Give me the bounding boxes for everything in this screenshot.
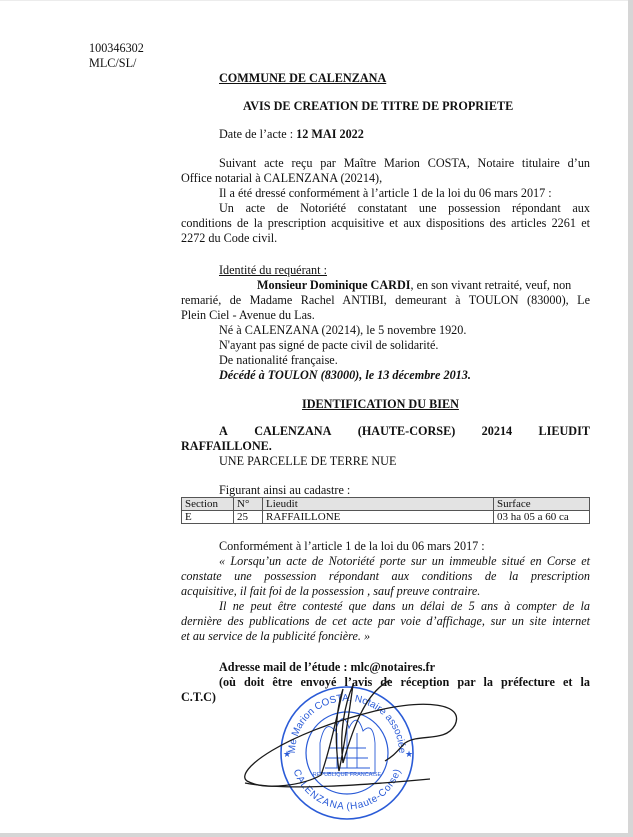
cell-surface: 03 ha 05 a 60 ca: [494, 511, 590, 524]
location-word: CALENZANA: [254, 424, 332, 438]
cadastre-header-row: [182, 498, 590, 511]
header-number: N°: [234, 498, 263, 511]
law-quote-line-3: acquisitive, il fait foi de la possession , sauf preuve contraire.: [181, 584, 481, 598]
law-quote-line-6: et au service de la publicité foncière. »: [181, 629, 371, 643]
stamp-center-text: REPUBLIQUE FRANCAISE: [312, 772, 382, 778]
intro-line-2: Office notarial à CALENZANA (20214),: [181, 171, 383, 185]
location-word: LIEUDIT: [538, 424, 590, 438]
requester-line-1-rest: , en son vivant retraité, veuf, non: [410, 278, 572, 292]
reference-code: MLC/SL/: [89, 56, 137, 70]
requester-pacs: N'ayant pas signé de pacte civil de solidarité.: [219, 338, 439, 352]
cell-section: E: [182, 511, 234, 524]
stamp-top-text: Me Marion COSTA, Notaire associée: [286, 692, 408, 754]
cadastre-table: [181, 497, 590, 524]
star-icon: ★: [283, 750, 292, 760]
reference-number: 100346302: [89, 41, 144, 55]
location-word: A: [219, 424, 228, 438]
law-quote-line-5: dernière des publications de cet acte par voie d’affichage, sur un site internet: [181, 614, 590, 628]
act-date: [219, 127, 364, 142]
cell-number: 25: [234, 511, 263, 524]
law-quote-line-2: constate une possession répondant aux conditions de la prescription: [181, 569, 590, 583]
law-quote-line-1: « Lorsqu’un acte de Notoriété porte sur un immeuble situé en Corse et: [219, 554, 590, 568]
requester-line-3: Plein Ciel - Avenue du Las.: [181, 308, 315, 322]
notice-title: AVIS DE CREATION DE TITRE DE PROPRIETE: [243, 99, 514, 113]
requester-death: Décédé à TOULON (83000), le 13 décembre 2013.: [219, 368, 471, 382]
notary-stamp: [225, 673, 495, 823]
note-line-1: (où doit être envoyé l’avis de réception par la préfecture et la: [219, 675, 590, 689]
intro-line-4: Un acte de Notoriété constatant une possession répondant aux: [219, 201, 590, 215]
email-label: Adresse mail de l’étude :: [219, 660, 351, 674]
intro-line-6: 2272 du Code civil.: [181, 231, 278, 245]
requester-line-1: [181, 278, 590, 293]
cadastre-label: Figurant ainsi au cadastre :: [219, 483, 351, 497]
note-line-2: C.T.C): [181, 690, 216, 704]
location-word: (HAUTE-CORSE): [357, 424, 456, 438]
intro-line-3: Il a été dressé conformément à l’article 1 de la loi du 06 mars 2017 :: [219, 186, 552, 200]
location-word: 20214: [481, 424, 513, 438]
act-date-value: 12 MAI 2022: [296, 127, 364, 141]
requester-line-2: remarié, de Madame Rachel ANTIBI, demeurant à TOULON (83000), Le: [181, 293, 590, 307]
cell-lieudit: RAFFAILLONE: [263, 511, 494, 524]
law-intro: Conformément à l’article 1 de la loi du 06 mars 2017 :: [219, 539, 485, 553]
header-surface: Surface: [494, 498, 590, 511]
property-description: UNE PARCELLE DE TERRE NUE: [219, 454, 397, 468]
property-location-line-2: RAFFAILLONE.: [181, 439, 272, 453]
header-lieudit: Lieudit: [263, 498, 494, 511]
star-icon: ★: [405, 750, 414, 760]
property-heading: IDENTIFICATION DU BIEN: [302, 397, 459, 411]
intro-line-5: conditions de la prescription acquisitive et aux dispositions des articles 2261 et: [181, 216, 590, 230]
email-address: mlc@notaires.fr: [350, 660, 436, 674]
table-row: [182, 511, 590, 524]
requester-nationality: De nationalité française.: [219, 353, 338, 367]
requester-heading: Identité du requérant :: [219, 263, 327, 277]
requester-birth: Né à CALENZANA (20214), le 5 novembre 1920.: [219, 323, 467, 337]
commune-title: COMMUNE DE CALENZANA: [219, 71, 387, 85]
requester-name: Monsieur Dominique CARDI: [257, 278, 411, 292]
law-quote-line-4: Il ne peut être contesté que dans un délai de 5 ans à compter de la: [219, 599, 590, 613]
intro-line-1: Suivant acte reçu par Maître Marion COSTA, Notaire titulaire d’un: [219, 156, 590, 170]
stamp-bottom-text: CALENZANA (Haute-Corse): [290, 767, 404, 813]
act-date-label: Date de l’acte :: [219, 127, 297, 141]
header-section: Section: [182, 498, 234, 511]
property-location-line-1: [219, 424, 590, 439]
